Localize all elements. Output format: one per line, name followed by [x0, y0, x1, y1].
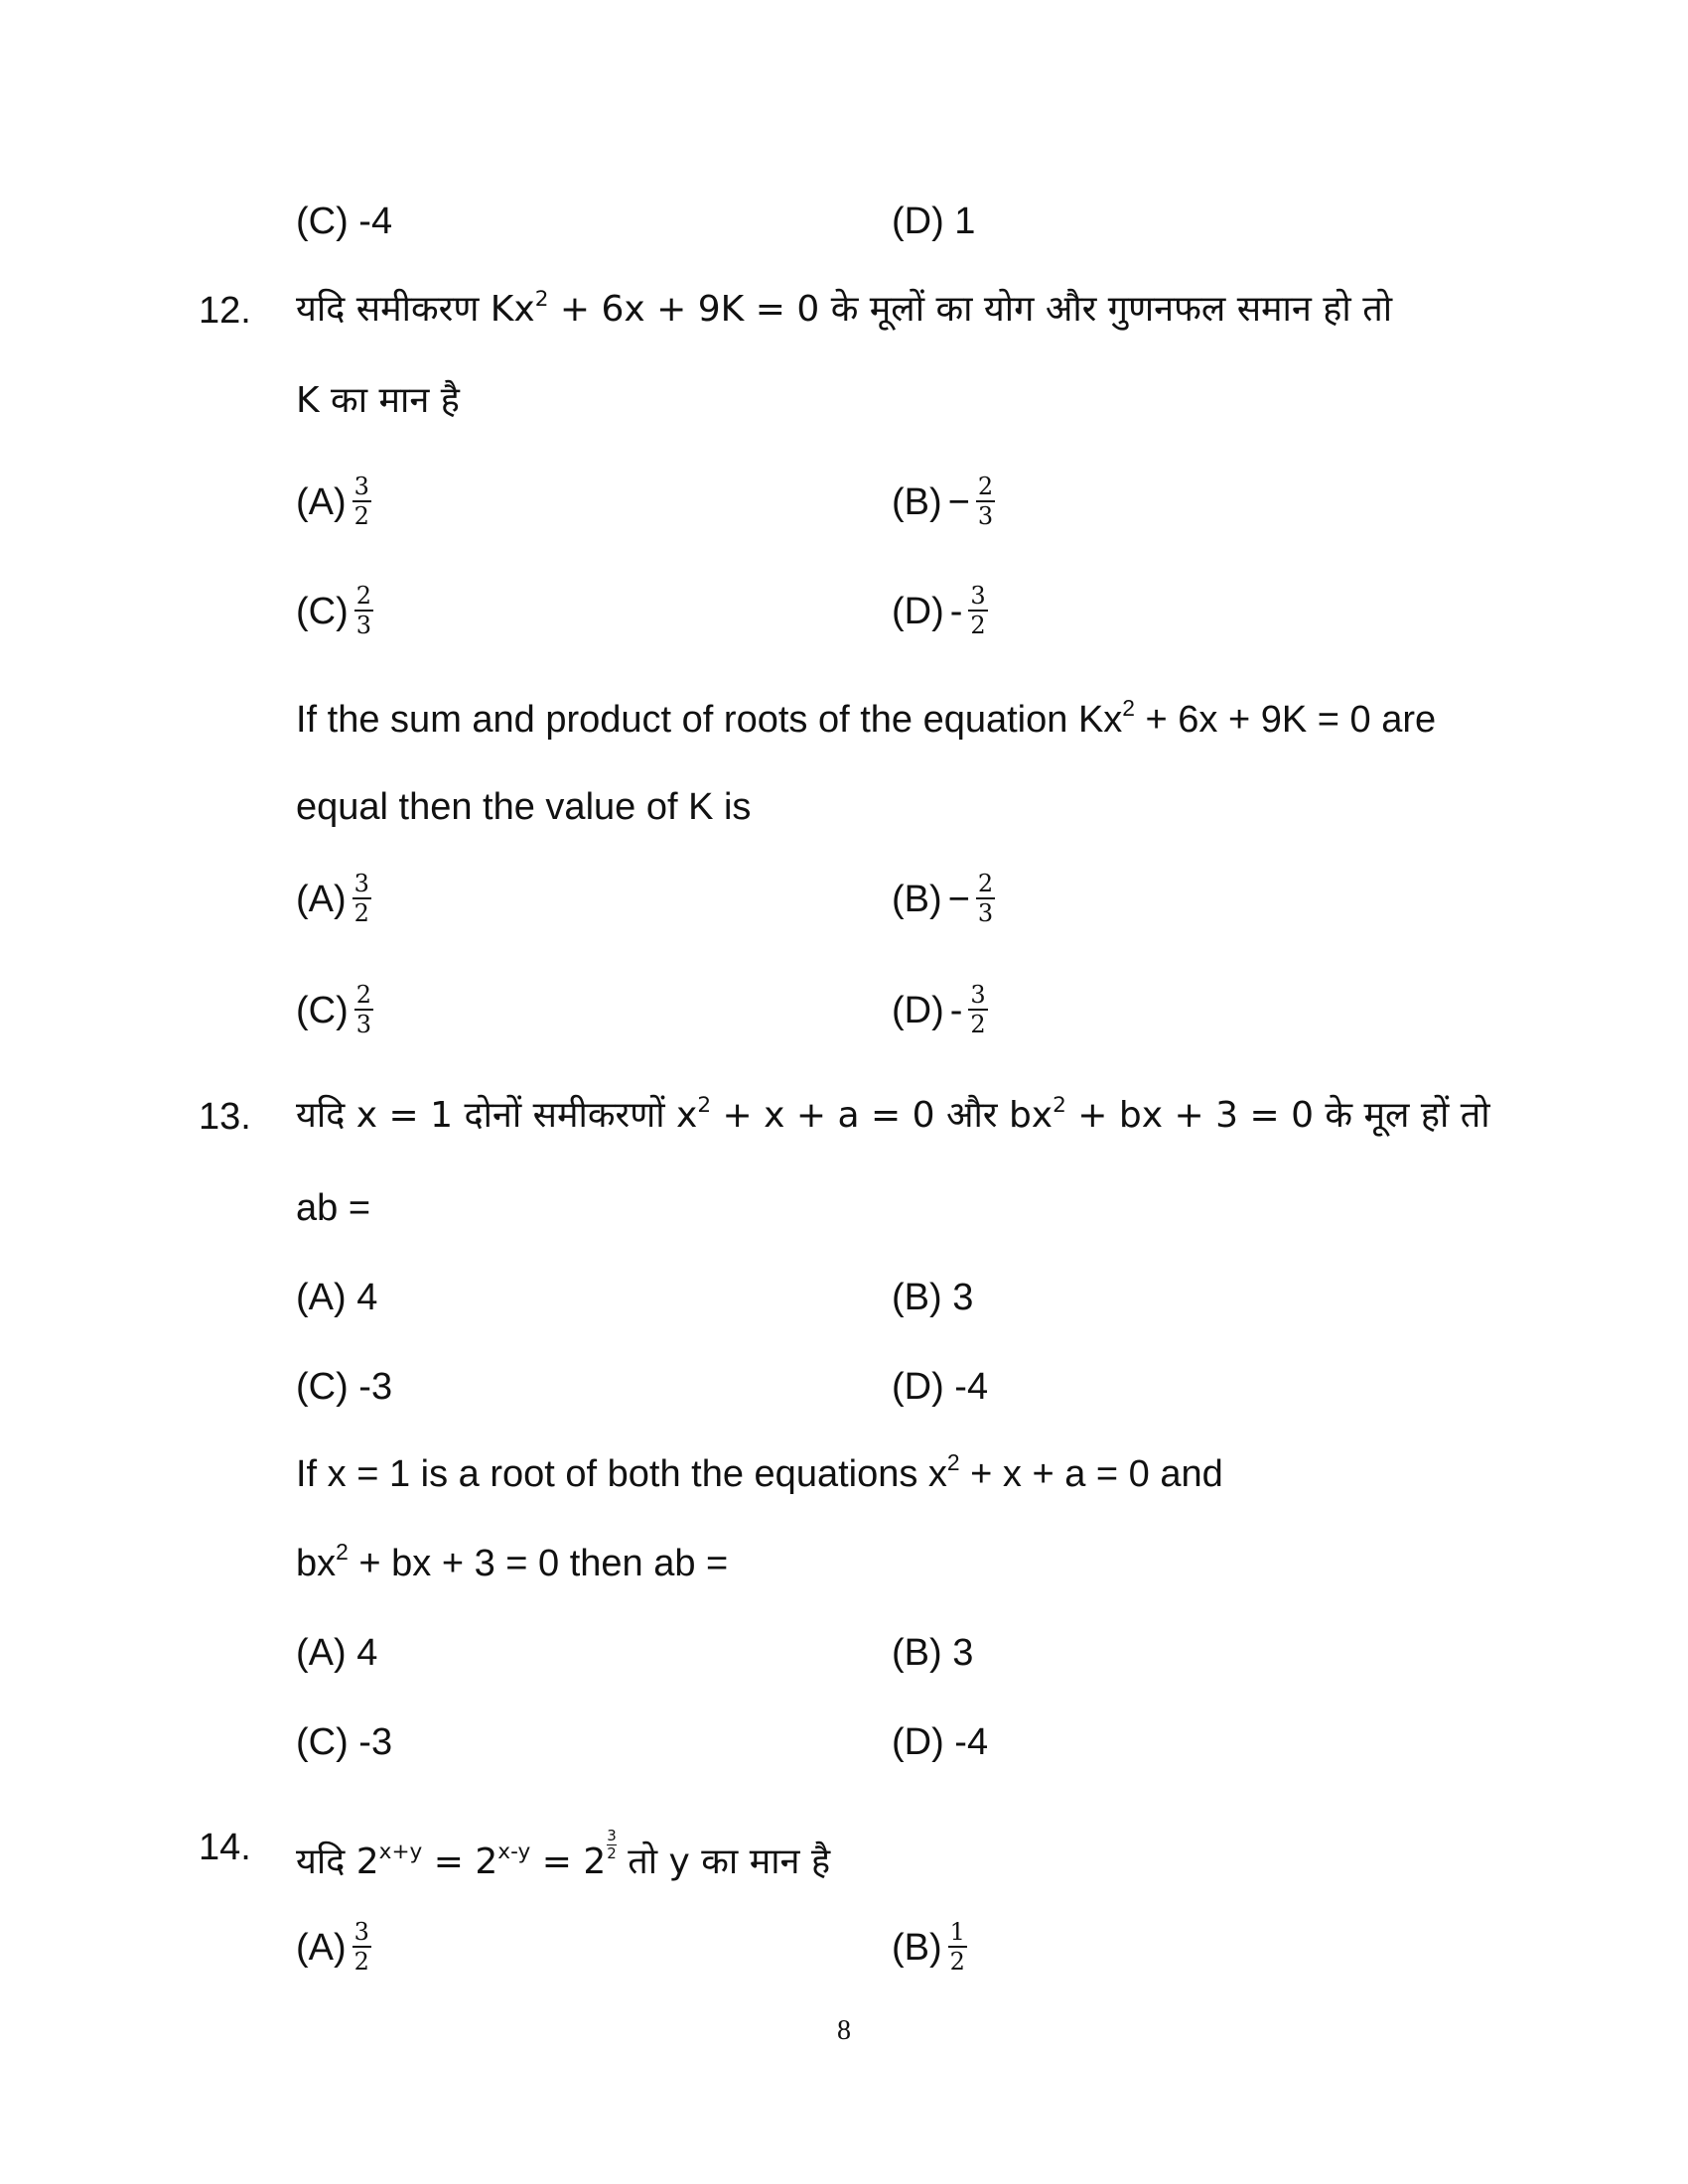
q12-number: 12. [199, 290, 251, 332]
q13-en-option-d: (D) -4 [892, 1721, 989, 1763]
q12-hindi-line2: K का मान है [296, 380, 460, 421]
q13-english-line1: If x = 1 is a root of both the equations $x^2 + x + a = 0$ and [296, 1449, 1223, 1495]
q13-hindi-line2: ab = [296, 1187, 371, 1229]
q12-en-option-a: (A) $\frac{3}{2}$ [296, 870, 369, 927]
q14-option-b: (B) $\frac{1}{2}$ [892, 1918, 965, 1976]
q13-hi-option-a: (A) 4 [296, 1277, 378, 1318]
page-number: 8 [837, 2015, 851, 2046]
q11-option-d: (D) 1 [892, 201, 976, 242]
q13-hindi-line1: यदि x = 1 दोनों समीकरणों $x^2 + x + a = 0$ और $bx^2$ + bx + 3 = 0 के मूल हों तो [296, 1092, 1490, 1136]
q12-hindi-line1 [296, 286, 1487, 330]
q14-exponent-fraction: $\frac{3}{2}$ [607, 1827, 617, 1862]
q12-en-option-d: (D) - $\frac{3}{2}$ [892, 981, 986, 1038]
q12-english-line1: If the sum and product of roots of the equation $Kx^2 + 6x + 9K = 0$ are [296, 695, 1437, 741]
q13-english-line2: $bx^2$ + bx + 3 = 0 then ab = [296, 1539, 729, 1584]
q13-en-option-b: (B) 3 [892, 1632, 974, 1674]
q13-number: 13. [199, 1096, 251, 1138]
q13-hi-option-d: (D) -4 [892, 1366, 989, 1408]
q13-en-option-a: (A) 4 [296, 1632, 378, 1674]
q13-hi-option-c: (C) -3 [296, 1366, 393, 1408]
q12-hi-option-c: (C) $\frac{2}{3}$ [296, 582, 372, 639]
q14-option-a: (A) $\frac{3}{2}$ [296, 1918, 369, 1976]
q14-number: 14. [199, 1827, 251, 1868]
q12-hindi-line1-text: यदि समीकरण $Kx^2 + 6x + 9K = 0$ के मूलों का योग और गुणनफल समान हो तो [296, 286, 1393, 330]
q11-option-c: (C) -4 [296, 201, 393, 242]
q12-hi-option-d: (D) - $\frac{3}{2}$ [892, 582, 986, 639]
q12-en-option-b: (B) − $\frac{2}{3}$ [892, 870, 994, 927]
q12-hi-option-a: (A) $\frac{3}{2}$ [296, 473, 369, 530]
q12-english-line2: equal then the value of K is [296, 786, 752, 828]
q14-hindi-line: यदि $2^{x+y} = 2^{x-y} = 2$ $\frac{3}{2}$ तो y का मान है [296, 1827, 831, 1882]
q12-en-option-c: (C) $\frac{2}{3}$ [296, 981, 372, 1038]
q13-hi-option-b: (B) 3 [892, 1277, 974, 1318]
q12-hi-option-b: (B) − $\frac{2}{3}$ [892, 473, 994, 530]
q13-en-option-c: (C) -3 [296, 1721, 393, 1763]
